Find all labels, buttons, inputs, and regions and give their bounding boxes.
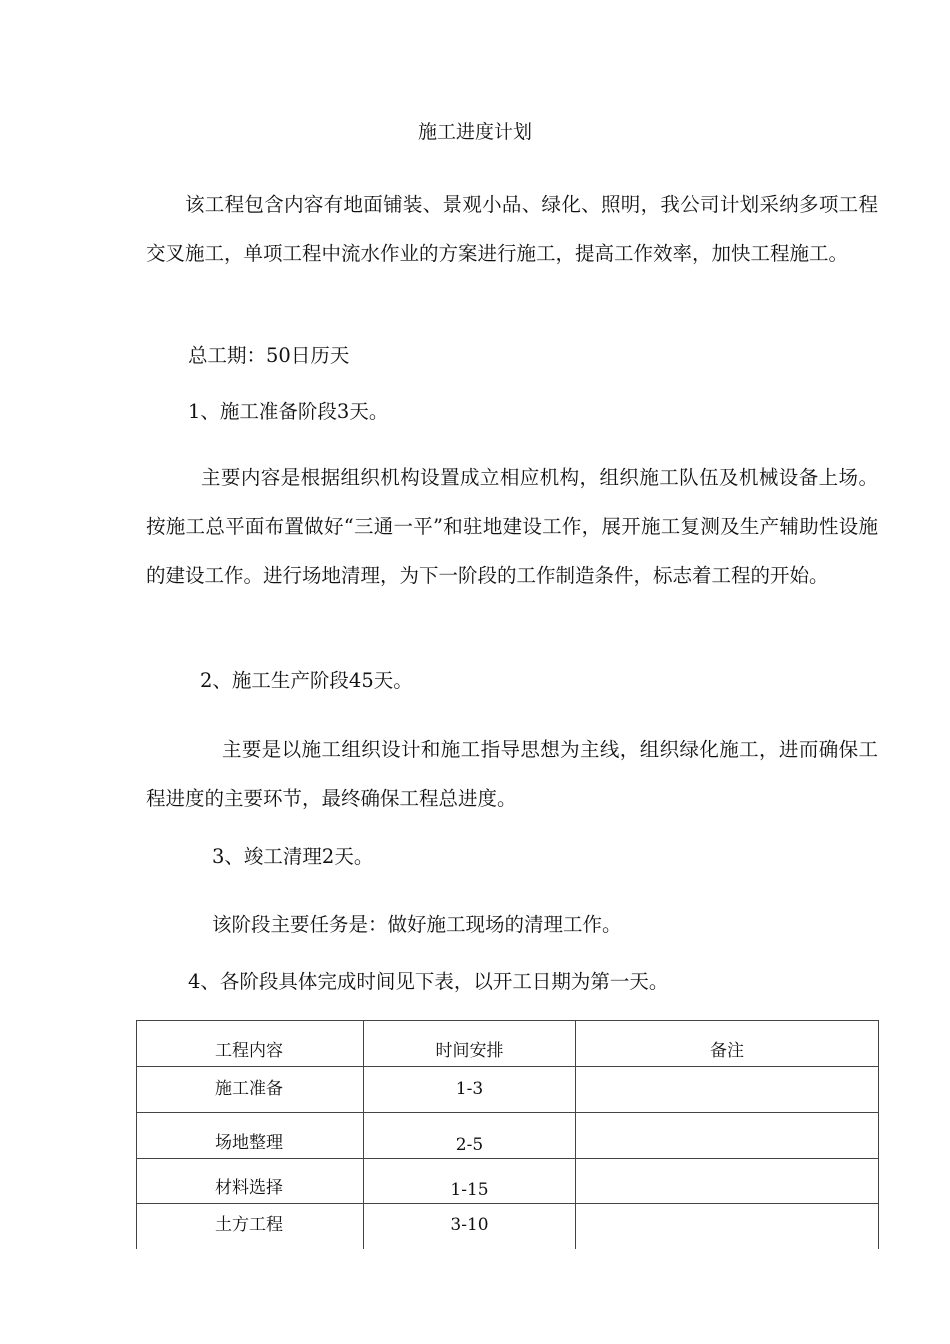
- header-label: 时间安排: [435, 1041, 504, 1061]
- table-row: [137, 1204, 879, 1249]
- stage1-body: 主要内容是根据组织机构设置成立相应机构，组织施工队伍及机械设备上场。按施工总平面布置做好“三通一平”和驻地建设工作，展开施工复测及生产辅助性设施的建设工作。进行场地清理，为下一阶段的工作制造条件，标志着工程的开始。: [146, 466, 878, 587]
- header-label: 备注: [710, 1041, 744, 1061]
- schedule-table: [136, 1020, 879, 1249]
- header-cell: [364, 1021, 576, 1067]
- stage1-heading: 1、施工准备阶段3天。: [188, 400, 389, 423]
- stage3-body: 该阶段主要任务是：做好施工现场的清理工作。: [212, 913, 622, 936]
- header-cell: [137, 1021, 364, 1067]
- table-row: [137, 1159, 879, 1204]
- table-cell: 3-10: [364, 1204, 576, 1249]
- table-cell: [576, 1159, 879, 1204]
- table-cell: 施工准备: [137, 1067, 364, 1113]
- table-row: [137, 1113, 879, 1159]
- intro-paragraph: 该工程包含内容有地面铺装、景观小品、绿化、照明，我公司计划采纳多项工程交叉施工，单项工程中流水作业的方案进行施工，提高工作效率，加快工程施工。: [146, 193, 878, 265]
- table-cell: [576, 1067, 879, 1113]
- document-title: 施工进度计划: [417, 121, 532, 143]
- stage2-body: 主要是以施工组织设计和施工指导思想为主线，组织绿化施工，进而确保工程进度的主要环节，最终确保工程总进度。: [146, 738, 878, 810]
- stage2-heading: 2、施工生产阶段45天。: [200, 669, 413, 692]
- table-cell: 1-15: [364, 1159, 576, 1204]
- header-cell: [576, 1021, 879, 1067]
- table-cell: 1-3: [364, 1067, 576, 1113]
- table-cell: 材料选择: [137, 1159, 364, 1204]
- table-cell: 场地整理: [137, 1113, 364, 1159]
- table-header-row: [137, 1021, 879, 1067]
- table-cell: 2-5: [364, 1113, 576, 1159]
- total-duration: 总工期：50日历天: [188, 344, 350, 367]
- table-row: [137, 1067, 879, 1113]
- stage4-heading: 4、各阶段具体完成时间见下表，以开工日期为第一天。: [188, 970, 669, 993]
- stage3-heading: 3、竣工清理2天。: [212, 845, 374, 868]
- table-cell: [576, 1113, 879, 1159]
- table-cell: 土方工程: [137, 1204, 364, 1249]
- header-label: 工程内容: [215, 1041, 283, 1061]
- table-cell: [576, 1204, 879, 1249]
